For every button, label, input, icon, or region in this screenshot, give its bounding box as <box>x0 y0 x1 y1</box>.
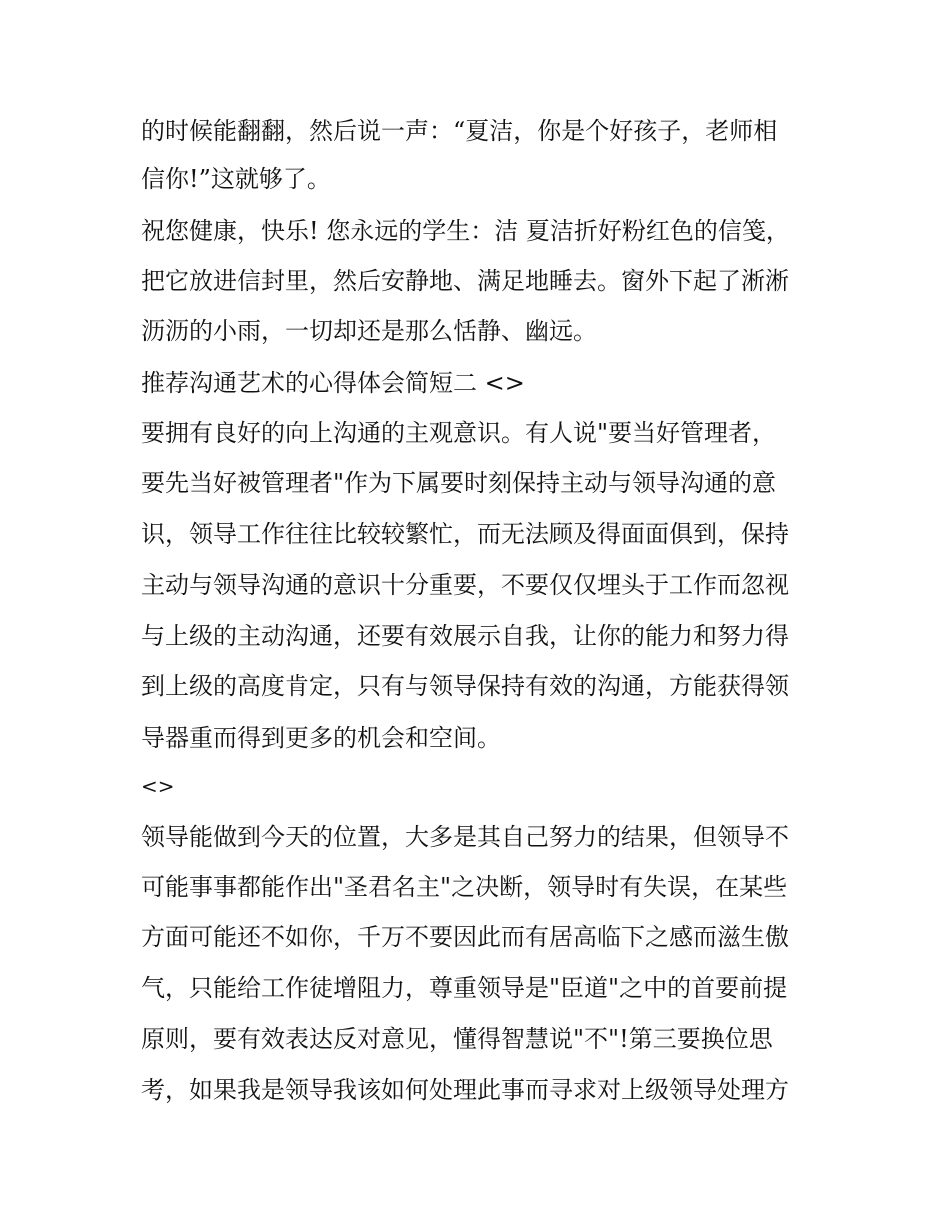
text-line: 信你!”这就够了。 <box>141 165 331 193</box>
text-line: 考，如果我是领导我该如何处理此事而寻求对上级领导处理方 <box>141 1076 789 1104</box>
text-line: 沥沥的小雨，一切却还是那么恬静、幽远。 <box>141 317 597 345</box>
text-line: 领导能做到今天的位置，大多是其自己努力的结果，但领导不 <box>141 823 789 851</box>
text-line: 要先当好被管理者"作为下属要时刻保持主动与领导沟通的意 <box>141 469 777 497</box>
text-line: 导器重而得到更多的机会和空间。 <box>141 724 501 752</box>
text-line: 祝您健康，快乐! 您永远的学生：洁 夏洁折好粉红色的信笺， <box>141 217 790 245</box>
text-line: 可能事事都能作出"圣君名主"之决断，领导时有失误，在某些 <box>141 873 788 901</box>
text-line: 气，只能给工作徒增阻力，尊重领导是"臣道"之中的首要前提 <box>141 974 788 1002</box>
text-line: 原则，要有效表达反对意见，懂得智慧说"不"!第三要换位思 <box>141 1025 773 1053</box>
section-heading: 推荐沟通艺术的心得体会简短二 <> <box>141 369 525 397</box>
text-line: 的时候能翻翻，然后说一声：“夏洁，你是个好孩子，老师相 <box>141 117 778 145</box>
text-line: <> <box>141 774 175 798</box>
text-line: 方面可能还不如你，千万不要因此而有居高临下之感而滋生傲 <box>141 923 789 951</box>
text-line: 把它放进信封里，然后安静地、满足地睡去。窗外下起了淅淅 <box>141 267 789 295</box>
text-line: 与上级的主动沟通，还要有效展示自我，让你的能力和努力得 <box>141 622 789 650</box>
text-line: 主动与领导沟通的意识十分重要，不要仅仅埋头于工作而忽视 <box>141 571 789 599</box>
text-line: 识，领导工作往往比较较繁忙，而无法顾及得面面俱到，保持 <box>141 520 789 548</box>
text-line: 要拥有良好的向上沟通的主观意识。有人说"要当好管理者， <box>141 419 777 447</box>
text-line: 到上级的高度肯定，只有与领导保持有效的沟通，方能获得领 <box>141 672 789 700</box>
